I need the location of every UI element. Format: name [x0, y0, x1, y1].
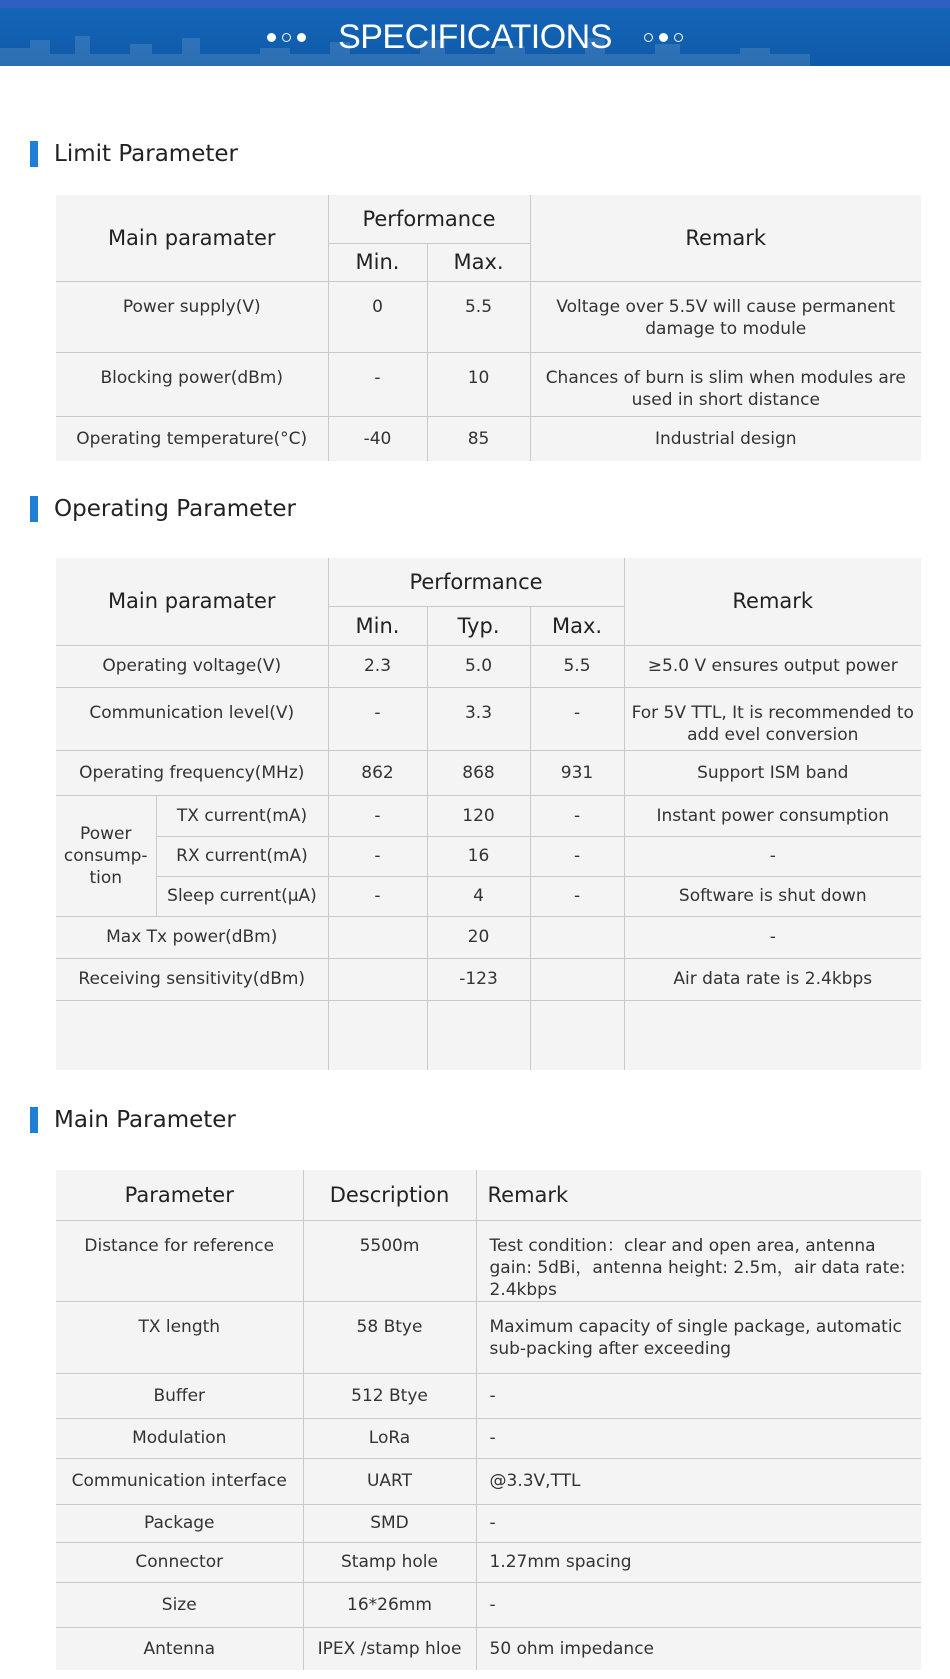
- table-row: [56, 1542, 921, 1582]
- param-max: 931: [530, 750, 624, 795]
- param-max: 10: [427, 352, 530, 416]
- param-name: Max Tx power(dBm): [56, 916, 328, 958]
- param-typ: -123: [427, 958, 530, 1000]
- main-parameter-table: [56, 1170, 921, 1670]
- header-main-parameter: Main paramater: [56, 558, 328, 645]
- param-min: -: [328, 836, 427, 876]
- table-row: [56, 1458, 921, 1504]
- param-typ: 16: [427, 836, 530, 876]
- param-min: [328, 958, 427, 1000]
- left-dots-decoration: [267, 33, 306, 42]
- param-min: [328, 916, 427, 958]
- param-max: 5.5: [427, 281, 530, 352]
- param-max: -: [530, 687, 624, 750]
- param-remark: -: [624, 916, 921, 958]
- table-row: [56, 645, 921, 687]
- table-row: [56, 1504, 921, 1542]
- param-min: -: [328, 795, 427, 836]
- section-marker: [30, 496, 38, 522]
- table-row: [56, 916, 921, 958]
- table-row: [56, 876, 921, 916]
- table-row: [56, 1373, 921, 1418]
- table-row: [56, 416, 921, 461]
- header-banner: [0, 0, 950, 66]
- header-parameter: Parameter: [56, 1170, 303, 1220]
- param-max: -: [530, 795, 624, 836]
- dot-icon: [267, 33, 276, 42]
- table-row: [56, 750, 921, 795]
- param-typ: 20: [427, 916, 530, 958]
- header-performance: Performance: [328, 195, 530, 243]
- param-min: -: [328, 687, 427, 750]
- param-name: Communication interface: [56, 1458, 303, 1504]
- table-header-row: [56, 195, 921, 243]
- param-typ: 4: [427, 876, 530, 916]
- param-name: Sleep current(μA): [156, 876, 328, 916]
- header-performance: Performance: [328, 558, 624, 606]
- dot-icon: [659, 33, 668, 42]
- header-remark: Remark: [530, 195, 921, 281]
- empty-cell: [427, 1000, 530, 1070]
- limit-parameter-heading: [30, 141, 238, 167]
- table-header-row: [56, 1170, 921, 1220]
- section-marker: [30, 141, 38, 167]
- param-description: 16*26mm: [303, 1582, 476, 1627]
- operating-parameter-table: [56, 558, 921, 1070]
- param-remark: -: [476, 1373, 921, 1418]
- param-name: Modulation: [56, 1418, 303, 1458]
- param-name: Antenna: [56, 1627, 303, 1670]
- page-title: SPECIFICATIONS: [338, 17, 612, 56]
- section-marker: [30, 1107, 38, 1133]
- param-name: Communication level(V): [56, 687, 328, 750]
- header-main-parameter: Main paramater: [56, 195, 328, 281]
- param-remark: Voltage over 5.5V will cause permanent damage to module: [530, 281, 921, 352]
- right-dots-decoration: [644, 33, 683, 42]
- param-name: TX length: [56, 1301, 303, 1373]
- param-description: 5500m: [303, 1220, 476, 1301]
- table-header-row: [56, 558, 921, 606]
- dot-outline-icon: [282, 33, 291, 42]
- param-remark: ≥5.0 V ensures output power: [624, 645, 921, 687]
- param-name: TX current(mA): [156, 795, 328, 836]
- param-description: Stamp hole: [303, 1542, 476, 1582]
- param-remark: For 5V TTL, It is recommended to add evel conversion: [624, 687, 921, 750]
- param-name: Operating temperature(°C): [56, 416, 328, 461]
- header-min: Min.: [328, 243, 427, 281]
- table-row: [56, 836, 921, 876]
- param-name: Operating frequency(MHz): [56, 750, 328, 795]
- param-description: 512 Btye: [303, 1373, 476, 1418]
- table-row: [56, 1582, 921, 1627]
- param-description: IPEX /stamp hloe: [303, 1627, 476, 1670]
- section-title-text: Main Parameter: [54, 1107, 236, 1133]
- param-max: 5.5: [530, 645, 624, 687]
- param-name: Buffer: [56, 1373, 303, 1418]
- param-min: -: [328, 876, 427, 916]
- param-remark: Instant power consumption: [624, 795, 921, 836]
- table-row: [56, 795, 921, 836]
- param-remark: 1.27mm spacing: [476, 1542, 921, 1582]
- param-typ: 3.3: [427, 687, 530, 750]
- param-name: Blocking power(dBm): [56, 352, 328, 416]
- param-max: 85: [427, 416, 530, 461]
- param-remark: Chances of burn is slim when modules are used in short distance: [530, 352, 921, 416]
- param-remark: Industrial design: [530, 416, 921, 461]
- param-typ: 868: [427, 750, 530, 795]
- table-row: [56, 687, 921, 750]
- section-title-text: Limit Parameter: [54, 141, 238, 167]
- power-consumption-group-label: Power consump- tion: [56, 795, 156, 916]
- param-min: -40: [328, 416, 427, 461]
- table-row: [56, 1301, 921, 1373]
- param-remark: Air data rate is 2.4kbps: [624, 958, 921, 1000]
- param-remark: -: [476, 1504, 921, 1542]
- table-row: [56, 1220, 921, 1301]
- param-description: SMD: [303, 1504, 476, 1542]
- param-remark: -: [624, 836, 921, 876]
- table-row: [56, 1418, 921, 1458]
- param-remark: Support ISM band: [624, 750, 921, 795]
- header-remark: Remark: [624, 558, 921, 645]
- param-remark: @3.3V,TTL: [476, 1458, 921, 1504]
- empty-cell: [56, 1000, 328, 1070]
- param-remark: Maximum capacity of single package, automatic sub-packing after exceeding: [476, 1301, 921, 1373]
- param-description: UART: [303, 1458, 476, 1504]
- table-row: [56, 281, 921, 352]
- limit-parameter-table: [56, 195, 921, 461]
- header-max: Max.: [427, 243, 530, 281]
- table-row: [56, 352, 921, 416]
- param-description: 58 Btye: [303, 1301, 476, 1373]
- param-name: Connector: [56, 1542, 303, 1582]
- param-max: -: [530, 876, 624, 916]
- param-name: Distance for reference: [56, 1220, 303, 1301]
- param-remark: Test condition：clear and open area, antenna gain: 5dBi，antenna height: 2.5m，air data rate: 2.4kbps: [476, 1220, 921, 1301]
- table-row: [56, 1627, 921, 1670]
- header-max: Max.: [530, 606, 624, 645]
- param-min: 2.3: [328, 645, 427, 687]
- header-typ: Typ.: [427, 606, 530, 645]
- empty-cell: [624, 1000, 921, 1070]
- param-remark: -: [476, 1582, 921, 1627]
- table-row-empty: [56, 1000, 921, 1070]
- section-title-text: Operating Parameter: [54, 496, 296, 522]
- param-remark: Software is shut down: [624, 876, 921, 916]
- param-typ: 5.0: [427, 645, 530, 687]
- param-min: 0: [328, 281, 427, 352]
- param-description: LoRa: [303, 1418, 476, 1458]
- param-max: [530, 916, 624, 958]
- param-typ: 120: [427, 795, 530, 836]
- param-name: RX current(mA): [156, 836, 328, 876]
- header-description: Description: [303, 1170, 476, 1220]
- param-name: Power supply(V): [56, 281, 328, 352]
- param-remark: -: [476, 1418, 921, 1458]
- dot-icon: [297, 33, 306, 42]
- operating-parameter-heading: [30, 496, 296, 522]
- dot-outline-icon: [644, 33, 653, 42]
- header-min: Min.: [328, 606, 427, 645]
- header-remark: Remark: [476, 1170, 921, 1220]
- param-max: -: [530, 836, 624, 876]
- param-name: Size: [56, 1582, 303, 1627]
- param-max: [530, 958, 624, 1000]
- dot-outline-icon: [674, 33, 683, 42]
- empty-cell: [328, 1000, 427, 1070]
- param-min: -: [328, 352, 427, 416]
- main-parameter-heading: [30, 1107, 236, 1133]
- param-name: Receiving sensitivity(dBm): [56, 958, 328, 1000]
- table-row: [56, 958, 921, 1000]
- param-name: Package: [56, 1504, 303, 1542]
- param-remark: 50 ohm impedance: [476, 1627, 921, 1670]
- param-name: Operating voltage(V): [56, 645, 328, 687]
- param-min: 862: [328, 750, 427, 795]
- empty-cell: [530, 1000, 624, 1070]
